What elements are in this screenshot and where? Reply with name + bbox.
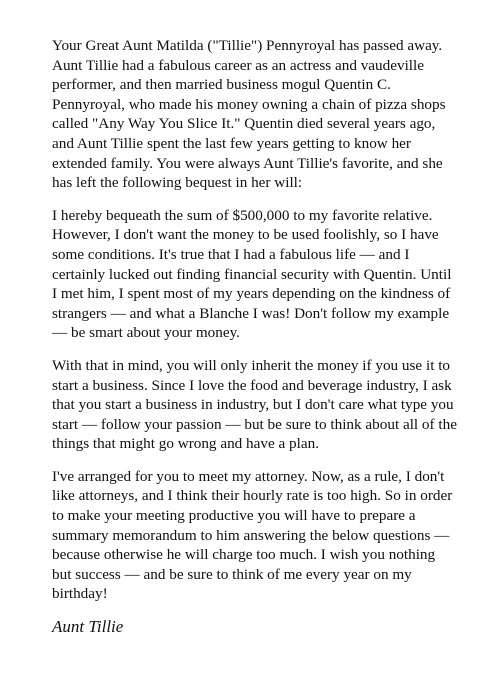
- paragraph-bequest: I hereby bequeath the sum of $500,000 to my favorite relative. However, I don't want the money to be used foolishly, so I have some conditions. It's true that I had a fabulous life — and I certainly lucked out finding financial security with Quentin. Until I met him, I spent most of my years depending on the kindness of strangers — and what a Blanche I was! Don't follow my example — be smart about your money.: [52, 206, 452, 342]
- paragraph-conditions: With that in mind, you will only inherit the money if you use it to start a business. Since I love the food and beverage industry, I ask that you start a business in industry, but I don't care what type you start — follow your passion — but be sure to think about all of the things that might go wrong and have a plan.: [52, 356, 457, 453]
- paragraph-intro: Your Great Aunt Matilda ("Tillie") Pennyroyal has passed away. Aunt Tillie had a fabulous career as an actress and vaudeville performer, and then married business mogul Quentin C. Pennyroyal, who made his money owning a chain of pizza shops called "Any Way You Slice It." Quentin died several years ago, and Aunt Tillie spent the last few years getting to know her extended family. You were always Aunt Tillie's favorite, and she has left the following bequest in her will:: [52, 37, 446, 192]
- signature: Aunt Tillie: [52, 617, 124, 637]
- paragraph-attorney: I've arranged for you to meet my attorney. Now, as a rule, I don't like attorneys, and I think their hourly rate is too high. So in order to make your meeting productive you will have to prepare a summary memorandum to him answering the below questions — because otherwise he will charge too much. I wish you nothing but success — and be sure to think of me every year on my birthday!: [52, 467, 453, 603]
